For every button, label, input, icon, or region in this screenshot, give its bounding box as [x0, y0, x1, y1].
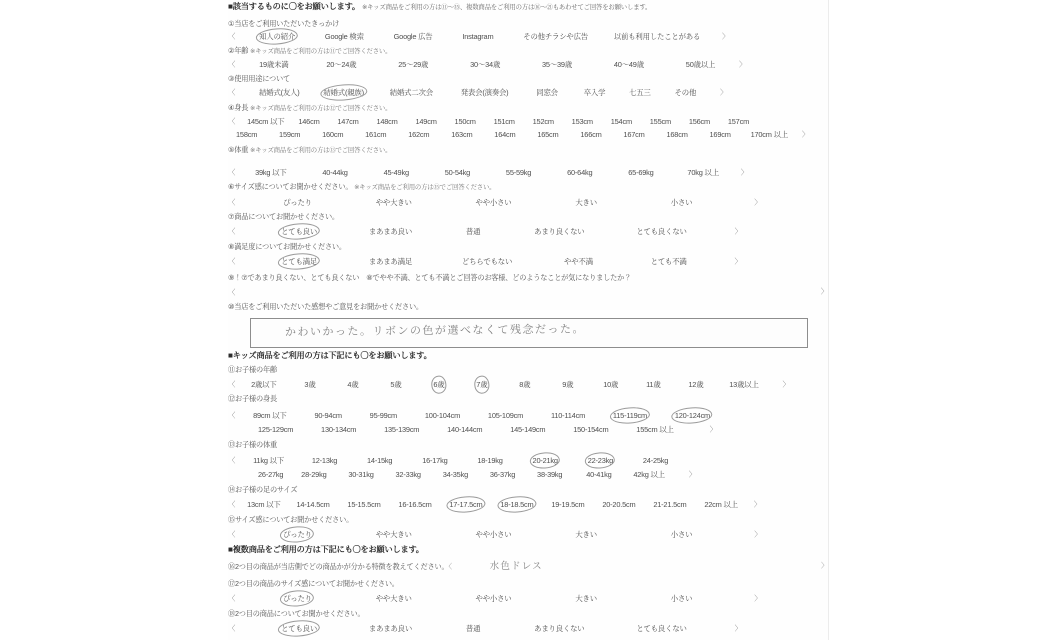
main-section-header	[228, 3, 651, 11]
option-7-3[interactable]: あまり良くない	[534, 227, 585, 236]
question-13-options-line2[interactable]	[228, 471, 696, 478]
question-4-text: 身長	[234, 103, 249, 112]
option-1-0[interactable]: 知人の紹介	[259, 32, 296, 41]
question-1-options[interactable]	[228, 33, 828, 40]
question-18-label	[228, 610, 364, 617]
bracket-close: 〉	[754, 198, 762, 207]
question-2-text: 年齢	[234, 46, 249, 55]
question-16-number: ⑯	[228, 562, 235, 571]
option-12-5[interactable]: 110-114cm	[550, 411, 586, 420]
option-8-4[interactable]: とても不満	[650, 257, 687, 266]
question-2-number: ②	[228, 46, 235, 55]
option-13-2[interactable]: 14-15kg	[367, 456, 393, 465]
question-15-label	[228, 516, 353, 523]
option-4-23[interactable]: 168cm	[666, 130, 688, 139]
question-7-options[interactable]	[228, 228, 742, 235]
option-11-11[interactable]: 13歳以上	[729, 380, 759, 389]
question-5-label	[228, 146, 391, 154]
question-16-label	[228, 562, 828, 572]
option-4-25[interactable]: 170cm 以上	[750, 130, 788, 139]
option-3-2[interactable]: 結婚式二次会	[389, 88, 433, 97]
option-18-2[interactable]: 普通	[465, 624, 481, 633]
option-14-0[interactable]: 13cm 以下	[247, 500, 281, 509]
option-14-9[interactable]: 22cm 以上	[704, 500, 738, 509]
bracket-open: 〈	[228, 88, 236, 97]
bracket-close: 〉	[782, 380, 790, 389]
option-8-1[interactable]: まあまあ満足	[368, 257, 413, 266]
bracket-open: 〈	[448, 562, 452, 571]
option-7-1[interactable]: まあまあ良い	[368, 227, 413, 236]
question-12-text: お子様の身長	[235, 394, 277, 403]
option-11-9[interactable]: 11歳	[646, 380, 661, 389]
option-4-9[interactable]: 154cm	[610, 117, 632, 126]
multi-section-title: ■複数商品をご利用の方は下記にも〇をお願いします。	[228, 545, 424, 554]
question-3-number: ③	[228, 74, 235, 83]
option-15-3[interactable]: 大きい	[575, 530, 597, 539]
option-11-7[interactable]: 9歳	[562, 380, 574, 389]
question-6-number: ⑥	[228, 182, 235, 191]
option-13-10[interactable]: 30-31kg	[348, 470, 374, 479]
option-5-3[interactable]: 50-54kg	[444, 168, 471, 177]
option-18-0[interactable]: とても良い	[281, 624, 318, 633]
question-17-number: ⑰	[228, 579, 235, 588]
questionnaire-sheet	[228, 0, 828, 640]
bracket-close: 〉	[734, 624, 742, 633]
option-15-1[interactable]: やや大きい	[375, 530, 412, 539]
option-4-20[interactable]: 165cm	[537, 130, 559, 139]
question-16-text: 2つ目の商品が当店側でどの商品かが分かる特徴を教えてください。	[235, 562, 449, 571]
bracket-close: 〉	[753, 500, 761, 509]
option-4-17[interactable]: 162cm	[408, 130, 430, 139]
question-8-label	[228, 243, 346, 250]
question-9-text: ！⑦であまり良くない、とても良くない ⑧でやや不満、とても不満とご回答のお客様、どのようなことが気になりましたか？	[234, 273, 632, 282]
page-left-margin	[0, 0, 229, 640]
option-4-12[interactable]: 157cm	[727, 117, 750, 126]
option-2-5[interactable]: 40〜49歳	[613, 60, 644, 69]
bracket-open: 〈	[228, 380, 236, 389]
bracket-open: 〈	[228, 530, 236, 539]
question-4-number: ④	[228, 103, 235, 112]
option-12-13[interactable]: 150-154cm	[573, 425, 609, 434]
bracket-close: 〉	[688, 470, 696, 479]
option-12-14[interactable]: 155cm 以上	[636, 425, 674, 434]
option-18-4[interactable]: とても良くない	[636, 624, 687, 633]
option-4-8[interactable]: 153cm	[571, 117, 593, 126]
option-11-4[interactable]: 6歳	[433, 380, 445, 389]
question-12-options-line2[interactable]	[228, 426, 717, 433]
option-13-15[interactable]: 40-41kg	[586, 470, 612, 479]
bracket-open: 〈	[228, 456, 236, 465]
question-2-note: ※キッズ商品をご利用の方は⑪でご回答ください。	[250, 48, 392, 55]
option-4-10[interactable]: 155cm	[649, 117, 671, 126]
option-3-1[interactable]: 結婚式(親族)	[323, 88, 364, 97]
question-11-options[interactable]	[228, 381, 790, 388]
option-17-2[interactable]: やや小さい	[475, 594, 512, 603]
question-16-answer[interactable]: 水色ドレス	[489, 561, 543, 572]
bracket-open: 〈	[228, 198, 236, 207]
question-17-options[interactable]	[228, 595, 761, 602]
question-4-options-line1[interactable]	[228, 118, 749, 125]
question-4-note: ※キッズ商品をご利用の方は⑫でご回答ください。	[250, 105, 392, 112]
option-13-1[interactable]: 12-13kg	[311, 456, 338, 465]
question-3-text: 使用用途について	[234, 74, 291, 83]
option-1-1[interactable]: Google 検索	[324, 32, 364, 41]
option-4-15[interactable]: 160cm	[322, 130, 344, 139]
option-14-8[interactable]: 21-21.5cm	[653, 500, 687, 509]
option-1-5[interactable]: 以前も利用したことがある	[613, 32, 701, 41]
question-11-number: ⑪	[228, 365, 235, 374]
bracket-close: 〉	[722, 32, 730, 41]
question-15-number: ⑮	[228, 515, 235, 524]
question-10-text: 当店をご利用いただいた感想やご意見をお聞かせください。	[234, 302, 423, 311]
question-10-comment-box[interactable]	[250, 318, 808, 348]
question-14-options[interactable]	[228, 501, 761, 508]
question-14-label	[228, 486, 297, 493]
kids-section-header	[228, 352, 432, 360]
option-15-4[interactable]: 小さい	[670, 530, 693, 539]
option-18-3[interactable]: あまり良くない	[534, 624, 585, 633]
option-12-7[interactable]: 120-124cm	[674, 411, 711, 420]
bracket-close: 〉	[754, 594, 762, 603]
question-5-number: ⑤	[228, 145, 235, 154]
option-12-12[interactable]: 145-149cm	[510, 425, 546, 434]
bracket-close: 〉	[734, 257, 742, 266]
question-7-text: 商品についてお聞かせください。	[234, 212, 339, 221]
question-8-number: ⑧	[228, 242, 235, 251]
option-12-3[interactable]: 100-104cm	[424, 411, 461, 420]
option-5-5[interactable]: 60-64kg	[567, 168, 593, 177]
option-13-12[interactable]: 34-35kg	[442, 470, 468, 479]
bracket-open: 〈	[228, 227, 236, 236]
page-right-margin	[828, 0, 1060, 640]
bracket-close: 〉	[734, 227, 742, 236]
question-1-text: 当店をご利用いただいたきっかけ	[234, 19, 340, 28]
question-15-options[interactable]	[228, 531, 761, 538]
option-12-2[interactable]: 95-99cm	[369, 411, 398, 420]
option-13-14[interactable]: 38-39kg	[537, 470, 563, 479]
question-6-options[interactable]	[228, 199, 761, 206]
option-14-4[interactable]: 17-17.5cm	[449, 500, 483, 509]
option-3-3[interactable]: 発表会(演奏会)	[460, 88, 509, 97]
question-1-label	[228, 20, 339, 27]
question-12-number: ⑫	[228, 394, 235, 403]
bracket-close: 〉	[709, 425, 717, 434]
option-4-21[interactable]: 166cm	[580, 130, 602, 139]
option-4-13[interactable]: 158cm	[236, 130, 258, 139]
question-1-number: ①	[228, 19, 235, 28]
option-12-8[interactable]: 125-129cm	[258, 425, 294, 434]
question-13-number: ⑬	[228, 440, 235, 449]
option-12-11[interactable]: 140-144cm	[447, 425, 483, 434]
question-8-options[interactable]	[228, 258, 742, 265]
question-5-note: ※キッズ商品をご利用の方は⑬でご回答ください。	[250, 147, 392, 154]
option-4-24[interactable]: 169cm	[709, 130, 731, 139]
question-18-number: ⑱	[228, 609, 235, 618]
option-13-9[interactable]: 28-29kg	[301, 470, 327, 479]
option-3-5[interactable]: 卒入学	[583, 88, 606, 97]
option-7-4[interactable]: とても良くない	[636, 227, 687, 236]
option-13-8[interactable]: 26-27kg	[258, 470, 284, 479]
option-8-0[interactable]: とても満足	[281, 257, 318, 266]
option-17-0[interactable]: ぴったり	[283, 594, 312, 603]
question-5-text: 体重	[234, 145, 249, 154]
question-6-label	[228, 183, 495, 191]
question-12-options-line1[interactable]	[228, 412, 710, 419]
option-6-0[interactable]: ぴったり	[283, 198, 312, 207]
question-2-options[interactable]	[228, 61, 746, 68]
option-5-1[interactable]: 40-44kg	[322, 168, 348, 177]
bracket-close: 〉	[740, 168, 748, 177]
option-11-3[interactable]: 5歳	[390, 380, 402, 389]
option-2-1[interactable]: 20〜24歳	[326, 60, 357, 69]
question-8-text: 満足度についてお聞かせください。	[234, 242, 346, 251]
option-15-2[interactable]: やや小さい	[475, 530, 512, 539]
question-18-text: 2つ目の商品についてお聞かせください。	[235, 609, 365, 618]
option-4-22[interactable]: 167cm	[623, 130, 645, 139]
option-4-5[interactable]: 150cm	[454, 117, 476, 126]
option-14-1[interactable]: 14-14.5cm	[296, 500, 330, 509]
main-section-title: ■該当するものに〇をお願いします。	[228, 2, 360, 11]
option-17-4[interactable]: 小さい	[670, 594, 693, 603]
option-5-4[interactable]: 55-59kg	[505, 168, 532, 177]
option-5-6[interactable]: 65-69kg	[628, 168, 654, 177]
option-2-6[interactable]: 50歳以上	[685, 60, 716, 69]
option-18-1[interactable]: まあまあ良い	[368, 624, 413, 633]
option-11-8[interactable]: 10歳	[603, 380, 619, 389]
option-12-6[interactable]: 115-119cm	[612, 411, 647, 420]
option-7-2[interactable]: 普通	[465, 227, 481, 236]
option-1-3[interactable]: Instagram	[462, 32, 494, 41]
bracket-close: 〉	[720, 88, 728, 97]
option-8-2[interactable]: どちらでもない	[461, 257, 513, 266]
option-2-3[interactable]: 30〜34歳	[470, 60, 501, 69]
option-3-6[interactable]: 七五三	[629, 88, 651, 97]
option-6-3[interactable]: 大きい	[575, 198, 597, 207]
option-13-6[interactable]: 22-23kg	[587, 456, 614, 465]
option-15-0[interactable]: ぴったり	[283, 530, 312, 539]
question-4-options-line2[interactable]	[228, 131, 809, 138]
question-17-text: 2つ目の商品のサイズ感についてお聞かせください。	[235, 579, 399, 588]
bracket-close: 〉	[821, 561, 828, 570]
option-12-4[interactable]: 105-109cm	[487, 411, 524, 420]
option-4-0[interactable]: 145cm 以下	[247, 117, 285, 126]
question-12-label	[228, 395, 277, 402]
option-4-6[interactable]: 151cm	[493, 117, 515, 126]
bracket-open: 〈	[228, 60, 236, 69]
option-12-0[interactable]: 89cm 以下	[253, 411, 287, 420]
bracket-open: 〈	[228, 500, 236, 509]
option-11-0[interactable]: 2歳以下	[251, 380, 277, 389]
bracket-open: 〈	[228, 168, 236, 177]
question-7-number: ⑦	[228, 212, 235, 221]
multi-section-header	[228, 546, 424, 554]
main-section-note: ※キッズ商品をご利用の方は⑪〜⑮、複数商品をご利用の方は⑯〜㉑もあわせてご回答をお願いします。	[361, 4, 652, 11]
question-3-label	[228, 75, 290, 82]
question-9-answer-line[interactable]	[228, 288, 828, 298]
option-3-4[interactable]: 同窓会	[536, 88, 558, 97]
option-12-9[interactable]: 130-134cm	[321, 425, 357, 434]
question-11-label	[228, 366, 277, 373]
option-4-19[interactable]: 164cm	[494, 130, 516, 139]
option-2-0[interactable]: 19歳未満	[259, 60, 289, 69]
option-13-4[interactable]: 18-19kg	[477, 456, 503, 465]
option-1-4[interactable]: その他チラシや広告	[523, 32, 588, 41]
option-4-14[interactable]: 159cm	[279, 130, 301, 139]
option-7-0[interactable]: とても良い	[281, 227, 318, 236]
question-9-number: ⑨	[228, 273, 235, 282]
question-11-text: お子様の年齢	[235, 365, 277, 374]
option-11-1[interactable]: 3歳	[304, 380, 316, 389]
question-7-label	[228, 213, 339, 220]
bracket-close: 〉	[754, 530, 762, 539]
option-11-5[interactable]: 7歳	[476, 380, 488, 389]
question-18-options[interactable]	[228, 625, 742, 632]
bracket-close: 〉	[820, 287, 828, 296]
option-11-2[interactable]: 4歳	[347, 380, 359, 389]
option-4-3[interactable]: 148cm	[376, 117, 398, 126]
question-5-options[interactable]	[228, 169, 748, 176]
question-17-label	[228, 580, 399, 587]
bracket-open: 〈	[228, 594, 236, 603]
option-12-10[interactable]: 135-139cm	[384, 425, 420, 434]
option-5-0[interactable]: 39kg 以下	[255, 168, 287, 177]
option-2-4[interactable]: 35〜39歳	[542, 60, 573, 69]
question-4-label	[228, 104, 391, 112]
bracket-open: 〈	[228, 288, 236, 297]
option-4-1[interactable]: 146cm	[298, 117, 320, 126]
question-13-options-line1[interactable]	[228, 457, 668, 464]
option-5-7[interactable]: 70kg 以上	[687, 168, 719, 177]
question-10-answer[interactable]: かわいかった。リボンの色が選べなくて残念だった。	[284, 322, 586, 339]
option-1-2[interactable]: Google 広告	[393, 32, 433, 41]
question-9-label	[228, 274, 631, 281]
option-6-2[interactable]: やや小さい	[475, 198, 512, 207]
option-13-16[interactable]: 42kg 以上	[633, 470, 665, 479]
question-14-text: お子様の足のサイズ	[235, 485, 298, 494]
question-6-note: ※キッズ商品をご利用の方は⑮でご回答ください。	[354, 184, 496, 191]
kids-section-title: ■キッズ商品をご利用の方は下記にも〇をお願いします。	[228, 351, 432, 360]
question-15-text: サイズ感についてお聞かせください。	[235, 515, 354, 524]
bracket-close: 〉	[739, 60, 747, 69]
option-6-4[interactable]: 小さい	[670, 198, 693, 207]
question-10-number: ⑩	[228, 302, 235, 311]
option-2-2[interactable]: 25〜29歳	[398, 60, 429, 69]
option-3-7[interactable]: その他	[674, 88, 697, 97]
option-13-5[interactable]: 20-21kg	[532, 456, 558, 465]
question-3-options[interactable]	[228, 89, 727, 96]
option-3-0[interactable]: 結婚式(友人)	[259, 88, 300, 97]
bracket-open: 〈	[228, 32, 236, 41]
option-11-6[interactable]: 8歳	[519, 380, 531, 389]
option-4-2[interactable]: 147cm	[337, 117, 359, 126]
option-11-10[interactable]: 12歳	[688, 380, 704, 389]
option-14-5[interactable]: 18-18.5cm	[500, 500, 534, 509]
option-13-11[interactable]: 32-33kg	[395, 470, 421, 479]
question-13-label	[228, 441, 277, 448]
option-4-11[interactable]: 156cm	[688, 117, 710, 126]
option-4-4[interactable]: 149cm	[415, 117, 437, 126]
bracket-open: 〈	[228, 411, 236, 420]
bracket-open: 〈	[228, 624, 236, 633]
option-8-3[interactable]: やや不満	[564, 257, 593, 266]
option-13-13[interactable]: 36-37kg	[489, 470, 516, 479]
option-12-1[interactable]: 90-94cm	[314, 411, 342, 420]
option-17-1[interactable]: やや大きい	[375, 594, 412, 603]
option-14-7[interactable]: 20-20.5cm	[602, 500, 636, 509]
option-4-16[interactable]: 161cm	[365, 130, 387, 139]
option-4-7[interactable]: 152cm	[532, 117, 554, 126]
option-13-7[interactable]: 24-25kg	[642, 456, 669, 465]
option-14-3[interactable]: 16-16.5cm	[398, 500, 432, 509]
option-13-0[interactable]: 11kg 以下	[253, 456, 284, 465]
option-4-18[interactable]: 163cm	[451, 130, 473, 139]
bracket-open: 〈	[228, 117, 236, 126]
option-14-2[interactable]: 15-15.5cm	[347, 500, 381, 509]
question-6-text: サイズ感についてお聞かせください。	[234, 182, 353, 191]
option-17-3[interactable]: 大きい	[575, 594, 597, 603]
question-2-label	[228, 47, 391, 55]
option-6-1[interactable]: やや大きい	[375, 198, 412, 207]
question-13-text: お子様の体重	[235, 440, 277, 449]
option-13-3[interactable]: 16-17kg	[422, 456, 448, 465]
option-14-6[interactable]: 19-19.5cm	[551, 500, 585, 509]
option-5-2[interactable]: 45-49kg	[383, 168, 409, 177]
question-10-label	[228, 303, 423, 310]
bracket-close: 〉	[801, 130, 810, 139]
question-14-number: ⑭	[228, 485, 235, 494]
bracket-open: 〈	[228, 257, 236, 266]
